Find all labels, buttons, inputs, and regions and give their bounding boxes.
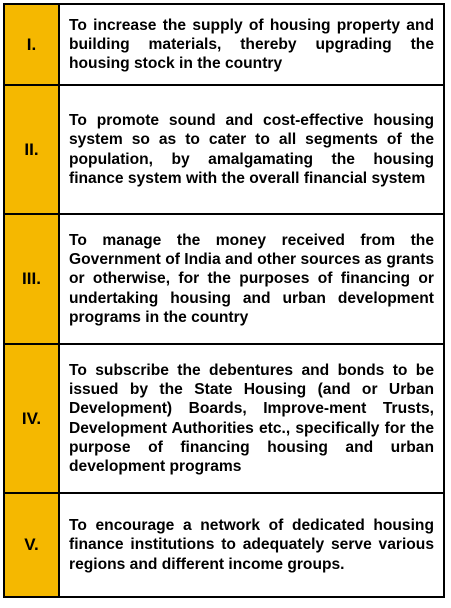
objective-text: To promote sound and cost-effective housing system so as to cater to all segments of the population, by amalgamating the housing finance system with the overall financial system	[59, 85, 444, 214]
objective-text: To increase the supply of housing property and building materials, thereby upgrading the housing stock in the country	[59, 4, 444, 85]
objective-row	[4, 493, 444, 597]
objective-text: To manage the money received from the Government of India and other sources as grants or otherwise, for the purposes of financing or undertaking housing and urban development programs in the country	[59, 214, 444, 344]
objective-row	[4, 214, 444, 344]
objective-numeral: III.	[4, 214, 59, 344]
objectives-table	[3, 3, 445, 598]
objective-text: To subscribe the debentures and bonds to be issued by the State Housing (and or Urban Development) Boards, Improve-ment Trusts, Development Authorities etc., specifically for the purpose of financing housing and urban development programs	[59, 344, 444, 493]
objective-numeral: V.	[4, 493, 59, 597]
objective-text: To encourage a network of dedicated housing finance institutions to adequately serve various regions and different income groups.	[59, 493, 444, 597]
objective-row	[4, 4, 444, 85]
objective-row	[4, 344, 444, 493]
objective-row	[4, 85, 444, 214]
objective-numeral: I.	[4, 4, 59, 85]
objective-numeral: II.	[4, 85, 59, 214]
objective-numeral: IV.	[4, 344, 59, 493]
